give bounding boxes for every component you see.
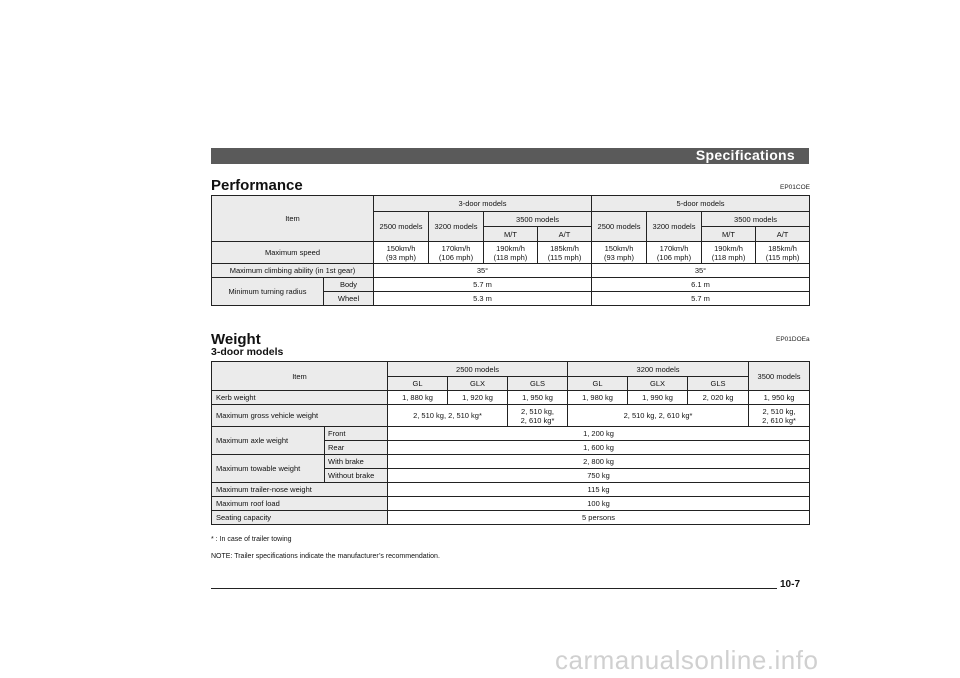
row-label: Maximum climbing ability (in 1st gear) — [212, 264, 374, 278]
model-3200-header: 3200 models — [568, 362, 749, 377]
axle-rear-cell: 1, 600 kg — [388, 441, 810, 455]
glx-header: GLX — [448, 377, 508, 391]
at-header: A/T — [756, 227, 810, 242]
speed-cell: 150km/h (93 mph) — [374, 242, 429, 264]
mt-header: M/T — [484, 227, 538, 242]
row-label: Maximum towable weight — [212, 455, 325, 483]
gls-header: GLS — [688, 377, 749, 391]
sub-label: Body — [324, 278, 374, 292]
gl-header: GL — [388, 377, 448, 391]
performance-table — [211, 195, 810, 306]
performance-title: Performance — [211, 177, 303, 194]
row-label: Maximum trailer-nose weight — [212, 483, 388, 497]
gross-cell: 2, 510 kg, 2, 610 kg* — [508, 405, 568, 427]
sub-label: Without brake — [325, 469, 388, 483]
model-3500-header: 3500 models — [484, 212, 592, 227]
sub-label: Front — [325, 427, 388, 441]
gross-cell: 2, 510 kg, 2, 510 kg* — [388, 405, 508, 427]
kerb-cell: 1, 920 kg — [448, 391, 508, 405]
tow-with-cell: 2, 800 kg — [388, 455, 810, 469]
kerb-cell: 1, 950 kg — [508, 391, 568, 405]
tow-without-cell: 750 kg — [388, 469, 810, 483]
speed-cell: 190km/h (118 mph) — [702, 242, 756, 264]
at-header: A/T — [538, 227, 592, 242]
model-3500-header: 3500 models — [702, 212, 810, 227]
kerb-cell: 2, 020 kg — [688, 391, 749, 405]
footer-rule — [211, 588, 777, 589]
axle-front-cell: 1, 200 kg — [388, 427, 810, 441]
kerb-cell: 1, 880 kg — [388, 391, 448, 405]
three-door-header: 3-door models — [374, 196, 592, 212]
sub-label: With brake — [325, 455, 388, 469]
nose-cell: 115 kg — [388, 483, 810, 497]
sub-label: Wheel — [324, 292, 374, 306]
seat-cell: 5 persons — [388, 511, 810, 525]
gls-header: GLS — [508, 377, 568, 391]
model-3200-header: 3200 models — [647, 212, 702, 242]
row-label: Minimum turning radius — [212, 278, 324, 306]
speed-cell: 185km/h (115 mph) — [756, 242, 810, 264]
kerb-cell: 1, 980 kg — [568, 391, 628, 405]
section-title: Specifications — [695, 147, 795, 163]
gl-header: GL — [568, 377, 628, 391]
sub-label: Rear — [325, 441, 388, 455]
speed-cell: 150km/h (93 mph) — [592, 242, 647, 264]
row-label: Maximum speed — [212, 242, 374, 264]
kerb-cell: 1, 990 kg — [628, 391, 688, 405]
watermark: carmanualsonline.info — [555, 645, 819, 675]
turn-wheel-five-cell: 5.7 m — [592, 292, 810, 306]
performance-code: EP01COE — [780, 184, 810, 191]
turn-body-three-cell: 5.7 m — [374, 278, 592, 292]
section-banner — [211, 148, 809, 164]
climb-three-cell: 35° — [374, 264, 592, 278]
weight-code: EP01DOEa — [776, 336, 810, 343]
speed-cell: 190km/h (118 mph) — [484, 242, 538, 264]
weight-subtitle: 3-door models — [211, 346, 284, 358]
gross-cell: 2, 510 kg, 2, 610 kg* — [568, 405, 749, 427]
speed-cell: 170km/h (106 mph) — [647, 242, 702, 264]
row-label: Kerb weight — [212, 391, 388, 405]
row-label: Seating capacity — [212, 511, 388, 525]
roof-cell: 100 kg — [388, 497, 810, 511]
model-2500-header: 2500 models — [388, 362, 568, 377]
kerb-cell: 1, 950 kg — [749, 391, 810, 405]
footnote: * : In case of trailer towing — [211, 536, 292, 543]
item-header: Item — [212, 362, 388, 391]
model-2500-header: 2500 models — [592, 212, 647, 242]
row-label: Maximum gross vehicle weight — [212, 405, 388, 427]
turn-body-five-cell: 6.1 m — [592, 278, 810, 292]
weight-title: Weight — [211, 331, 261, 348]
gross-cell: 2, 510 kg, 2, 610 kg* — [749, 405, 810, 427]
climb-five-cell: 35° — [592, 264, 810, 278]
glx-header: GLX — [628, 377, 688, 391]
turn-wheel-three-cell: 5.3 m — [374, 292, 592, 306]
model-3200-header: 3200 models — [429, 212, 484, 242]
model-3500-header: 3500 models — [749, 362, 810, 391]
item-header: Item — [212, 196, 374, 242]
row-label: Maximum axle weight — [212, 427, 325, 455]
five-door-header: 5-door models — [592, 196, 810, 212]
model-2500-header: 2500 models — [374, 212, 429, 242]
speed-cell: 170km/h (106 mph) — [429, 242, 484, 264]
speed-cell: 185km/h (115 mph) — [538, 242, 592, 264]
note: NOTE: Trailer specifications indicate the manufacturer’s recommendation. — [211, 553, 440, 560]
page-number: 10-7 — [780, 579, 801, 590]
mt-header: M/T — [702, 227, 756, 242]
row-label: Maximum roof load — [212, 497, 388, 511]
weight-table — [211, 361, 810, 525]
